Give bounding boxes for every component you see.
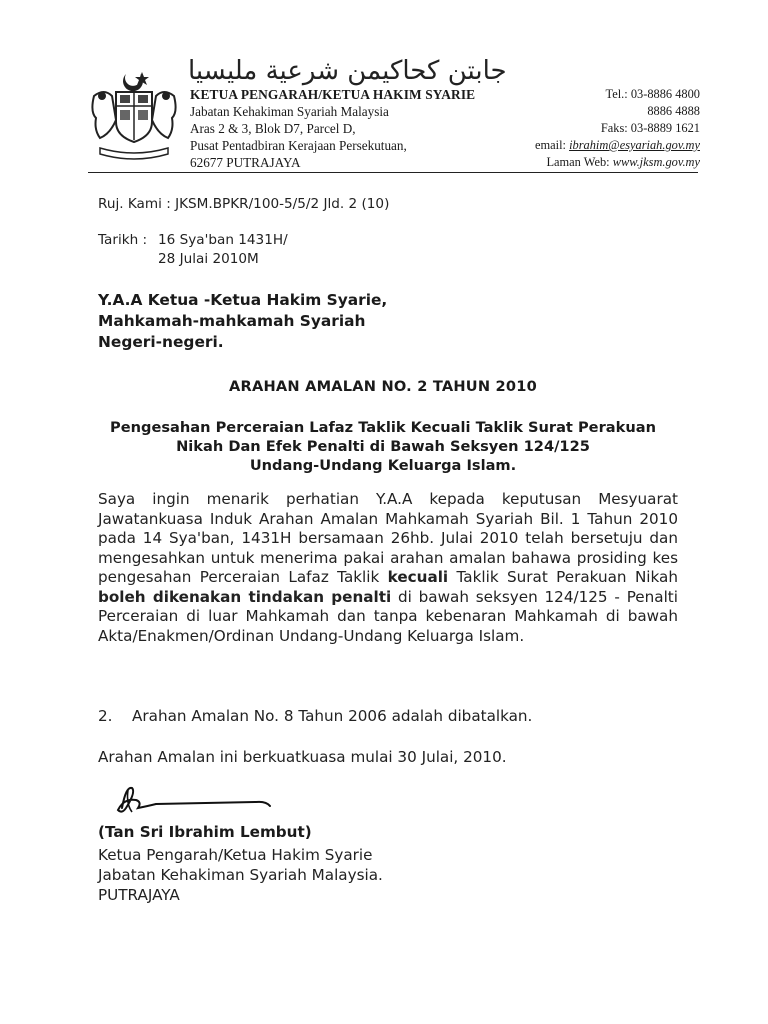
addressee-block	[98, 290, 387, 353]
email-line	[520, 137, 700, 154]
signer-title-line: PUTRAJAYA	[98, 886, 180, 904]
address-line: Aras 2 & 3, Blok D7, Parcel D,	[190, 121, 356, 136]
paragraph-text: Saya ingin menarik perhatian Y.A.A kepada keputusan Mesyuarat Jawatankuasa Induk Arahan Amalan Mahkamah Syariah Bil. 1 Tahun 2010 pada 14 Sya'ban, 1431H bersamaan 26hb. Julai 2010 telah bersetuju dan mengesahkan untuk menerima pakai arahan amalan bahawa prosiding kes pengesahan Perceraian Lafaz Taklik	[98, 490, 678, 586]
date-gregorian: 28 Julai 2010M	[158, 251, 259, 267]
paragraph-text: Taklik Surat Perakuan Nikah	[448, 568, 678, 586]
org-address-block	[190, 86, 475, 171]
paragraph-emphasis: boleh dikenakan tindakan penalti	[98, 587, 392, 606]
addressee-line: Y.A.A Ketua -Ketua Hakim Syarie,	[98, 291, 388, 309]
signer-title-block	[98, 845, 383, 905]
paragraph-emphasis: kecuali	[387, 568, 449, 586]
website-label: Laman Web:	[546, 155, 610, 169]
body-paragraph	[98, 490, 678, 646]
address-line: 62677 PUTRAJAYA	[190, 155, 301, 170]
telephone-2: 8886 4888	[647, 104, 700, 118]
addressee-line: Negeri-negeri.	[98, 333, 224, 351]
date-hijri: 16 Sya'ban 1431H/	[158, 232, 288, 248]
address-line: Jabatan Kehakiman Syariah Malaysia	[190, 104, 389, 119]
signer-name: (Tan Sri Ibrahim Lembut)	[98, 823, 312, 841]
letterhead-divider	[88, 172, 698, 173]
signer-title-line: Ketua Pengarah/Ketua Hakim Syarie	[98, 846, 373, 864]
subject-line: Undang-Undang Keluarga Islam.	[249, 457, 517, 474]
org-name: KETUA PENGARAH/KETUA HAKIM SYARIE	[190, 87, 476, 102]
reference-number: Ruj. Kami : JKSM.BPKR/100-5/5/2 Jld. 2 (10)	[98, 196, 390, 212]
email-link[interactable]: ibrahim@esyariah.gov.my	[569, 138, 700, 152]
signature-icon	[108, 780, 278, 820]
document-title: ARAHAN AMALAN NO. 2 TAHUN 2010	[229, 378, 537, 395]
signer-title-line: Jabatan Kehakiman Syariah Malaysia.	[98, 866, 383, 884]
telephone: Tel.: 03-8886 4800	[605, 87, 700, 101]
item-text: Arahan Amalan No. 8 Tahun 2006 adalah dibatalkan.	[132, 707, 533, 725]
address-line: Pusat Pentadbiran Kerajaan Persekutuan,	[190, 138, 407, 153]
numbered-item	[98, 707, 532, 725]
subject-line: Pengesahan Perceraian Lafaz Taklik Kecuali Taklik Surat Perakuan	[110, 419, 656, 436]
website-line	[520, 154, 700, 171]
document-subject	[98, 418, 668, 475]
item-number: 2.	[98, 707, 113, 725]
paragraph-text: di bawah seksyen 124/125 - Penalti Perceraian di luar Mahkamah dan tanpa kebenaran Mahkamah di bawah Akta/Enakmen/Ordinan Undang-Undang Keluarga Islam.	[98, 587, 678, 645]
contact-block	[520, 86, 700, 171]
effective-date-statement: Arahan Amalan ini berkuatkuasa mulai 30 Julai, 2010.	[98, 748, 507, 766]
website-link[interactable]: www.jksm.gov.my	[612, 155, 700, 169]
fax: Faks: 03-8889 1621	[600, 121, 700, 135]
addressee-line: Mahkamah-mahkamah Syariah	[98, 312, 366, 330]
email-label: email:	[534, 138, 566, 152]
coat-of-arms-icon	[86, 66, 182, 162]
date-label: Tarikh :	[98, 232, 148, 248]
subject-line: Nikah Dan Efek Penalti di Bawah Seksyen 124/125	[176, 438, 590, 455]
jawi-org-name: جابتن كحاكيمن شرعية مليسيا	[188, 56, 507, 86]
